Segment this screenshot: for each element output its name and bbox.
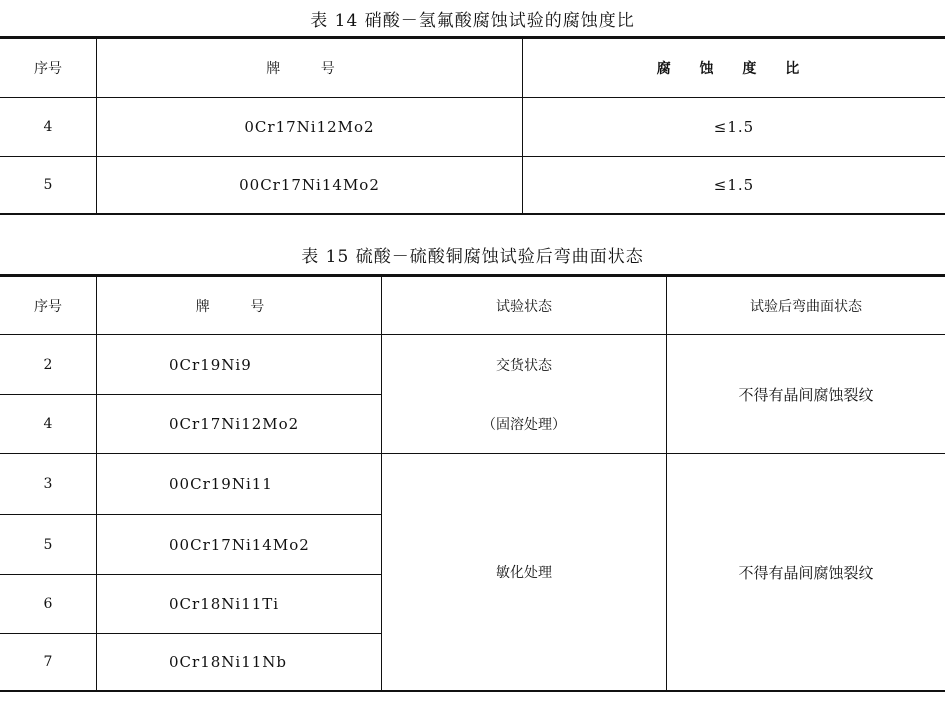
table15-header-no: 序号	[34, 298, 62, 315]
table15-row-grade: 00Cr17Ni14Mo2	[169, 535, 310, 554]
table15-condition-line1: 交货状态	[496, 357, 552, 374]
table14-row-grade: 0Cr17Ni12Mo2	[244, 118, 375, 136]
table14-header-no: 序号	[34, 61, 62, 77]
table15-bottom-rule	[0, 690, 945, 692]
table15-state-group1: 不得有晶间腐蚀裂纹	[738, 385, 874, 404]
table15-row-grade: 0Cr18Ni11Nb	[169, 653, 288, 671]
table15-row-grade: 00Cr19Ni11	[169, 475, 273, 493]
table15-row-no: 2	[43, 356, 53, 373]
table15-caption: 表 15 硫酸－硫酸铜腐蚀试验后弯曲面状态	[301, 247, 644, 267]
table15-row-no: 6	[43, 596, 53, 612]
table15-condition-group2: 敏化处理	[496, 565, 552, 581]
table15-row-grade: 0Cr18Ni11Ti	[169, 595, 280, 613]
table15-header-condition: 试验状态	[496, 298, 552, 315]
table15-row-grade: 0Cr17Ni12Mo2	[169, 415, 300, 433]
table14-caption: 表 14 硝酸－氢氟酸腐蚀试验的腐蚀度比	[310, 11, 635, 31]
table15-condition-line2: （固溶处理）	[482, 417, 566, 433]
table14-row-no: 4	[43, 119, 53, 135]
table15-row-no: 5	[43, 536, 53, 553]
table14-header-ratio: 腐 蚀 度 比	[656, 61, 812, 77]
table15-row-no: 7	[43, 654, 53, 670]
table15-header-state: 试验后弯曲面状态	[750, 298, 862, 315]
table15-row-no: 3	[43, 476, 53, 492]
table14-header-grade: 牌 号	[266, 61, 353, 77]
table14-bottom-rule	[0, 213, 945, 215]
table15-row-no: 4	[43, 416, 53, 432]
table15-row-grade: 0Cr19Ni9	[169, 355, 252, 374]
table14-row-ratio: ≤1.5	[713, 118, 755, 136]
table15-header-grade: 牌 号	[195, 298, 283, 315]
table15-state-group2: 不得有晶间腐蚀裂纹	[738, 563, 874, 582]
table14-row-grade: 00Cr17Ni14Mo2	[239, 176, 380, 194]
table14-row-ratio: ≤1.5	[713, 176, 755, 194]
table14-row-no: 5	[43, 177, 53, 193]
